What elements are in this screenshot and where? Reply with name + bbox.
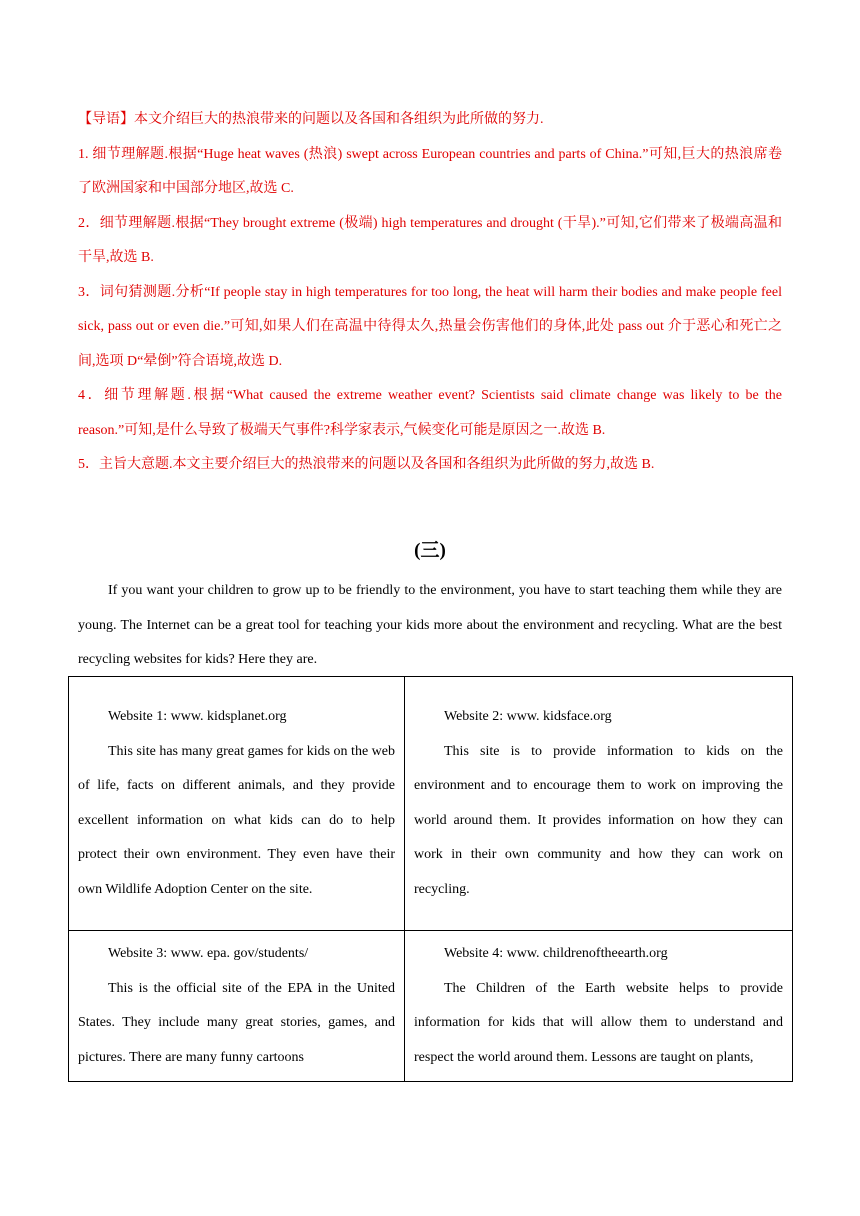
section-title: (三): [414, 540, 446, 561]
website-cell-1: [69, 677, 405, 931]
website-cell-2: [405, 677, 793, 931]
answer-item-4: 4．细节理解题.根据“What caused the extreme weather event? Scientists said climate change was likely to be the reason.”可知,是什么导致了极端天气事件?科学家表示,气候变化可能是原因之一.故选 B.: [78, 388, 782, 438]
website-cell-3: [69, 931, 405, 1082]
website-heading: Website 2: www. kidsface.org: [444, 709, 612, 724]
website-description: This is the official site of the EPA in the United States. They include many great stories, games, and pictures. There are many funny cartoons: [78, 980, 395, 1065]
answer-intro: 【导语】本文介绍巨大的热浪带来的问题以及各国和各组织为此所做的努力.: [78, 112, 544, 127]
answer-item-5: 5．主旨大意题.本文主要介绍巨大的热浪带来的问题以及各国和各组织为此所做的努力,故选 B.: [78, 457, 655, 472]
website-heading: Website 3: www. epa. gov/students/: [108, 946, 309, 961]
passage-intro-text: If you want your children to grow up to be friendly to the environment, you have to start teaching them while they are young. The Internet can be a great tool for teaching your kids more about the environment and recycling. What are the best recycling websites for kids? Here they are.: [78, 583, 782, 667]
website-description: This site is to provide information to kids on the environment and to encourage them to work on improving the world around them. It provides information on how they can work in their own community and how they can work on recycling.: [414, 743, 783, 897]
answer-item-2: 2．细节理解题.根据“They brought extreme (极端) high temperatures and drought (干旱).”可知,它们带来了极端高温和干旱,故选 B.: [78, 215, 782, 265]
website-description: This site has many great games for kids on the web of life, facts on different animals, and they provide excellent information on what kids can do to help protect their own environment. They even have their own Wildlife Adoption Center on the site.: [78, 743, 395, 897]
website-heading: Website 4: www. childrenoftheearth.org: [444, 946, 668, 961]
passage-intro: [78, 574, 782, 678]
table-row: [69, 677, 793, 931]
answer-item-3: 3．词句猜测题.分析“If people stay in high temperatures for too long, the heat will harm their bodies and make people feel sick, pass out or even die.”可知,如果人们在高温中待得太久,热量会伤害他们的身体,此处 pass out 介于恶心和死亡之间,选项 D“晕倒”符合语境,故选 D.: [78, 284, 782, 369]
websites-table: [68, 676, 793, 1082]
answer-item-1: 1. 细节理解题.根据“Huge heat waves (热浪) swept across European countries and parts of China.”可知,巨大的热浪席卷了欧洲国家和中国部分地区,故选 C.: [78, 146, 782, 196]
answer-explanations: [78, 103, 782, 483]
website-heading: Website 1: www. kidsplanet.org: [108, 709, 287, 724]
website-cell-4: [405, 931, 793, 1082]
website-description: The Children of the Earth website helps to provide information for kids that will allow them to understand and respect the world around them. Lessons are taught on plants,: [414, 980, 783, 1065]
table-row: [69, 931, 793, 1082]
